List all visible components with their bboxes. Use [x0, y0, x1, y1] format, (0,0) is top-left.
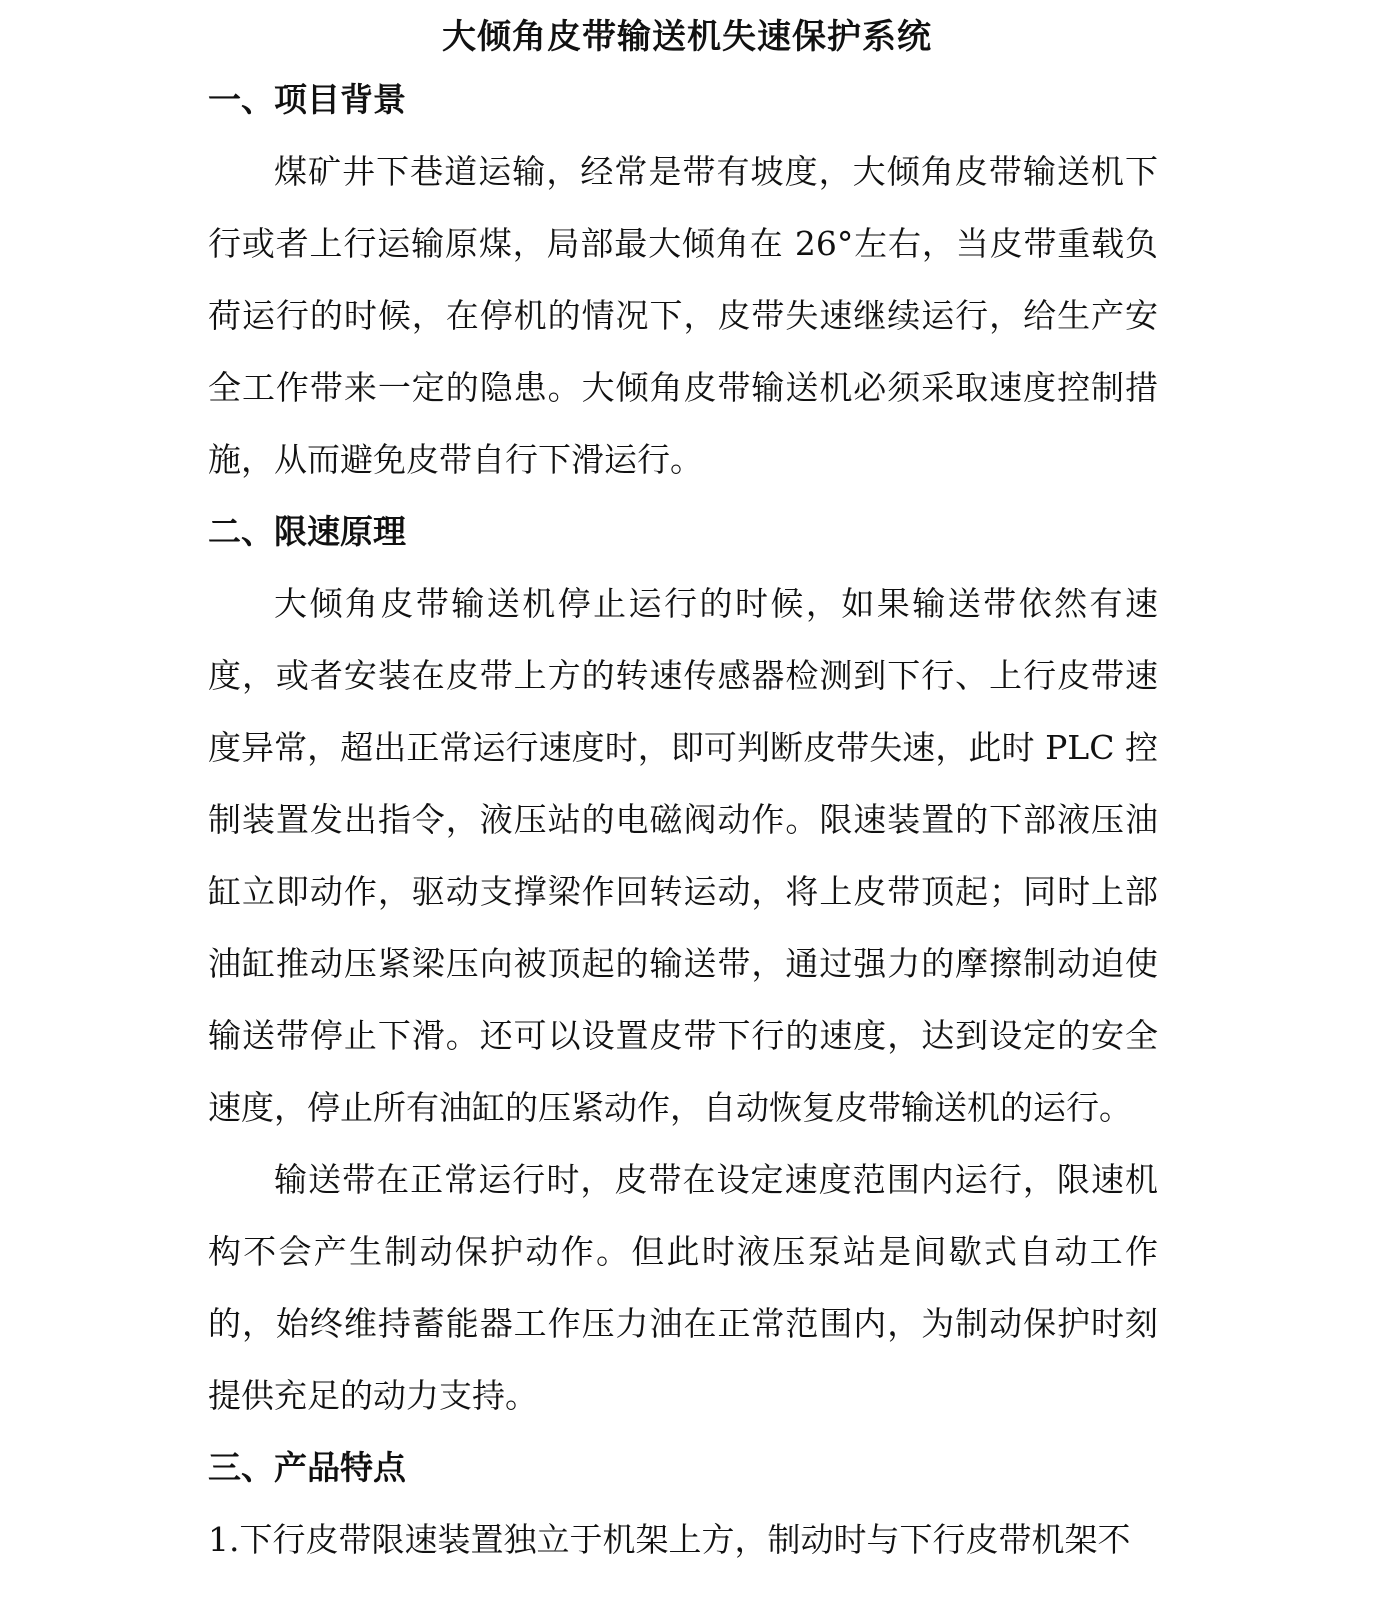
- paragraph: 输送带在正常运行时，皮带在设定速度范围内运行，限速机构不会产生制动保护动作。但此时液压泵站是间歇式自动工作的，始终维持蓄能器工作压力油在正常范围内，为制动保护时刻提供充足的动力支持。: [208, 1160, 1158, 1415]
- section-features: [208, 1432, 1158, 1576]
- paragraph: 大倾角皮带输送机停止运行的时候，如果输送带依然有速度，或者安装在皮带上方的转速传感器检测到下行、上行皮带速度异常，超出正常运行速度时，即可判断皮带失速，此时 PLC 控制装置发出指令，液压站的电磁阀动作。限速装置的下部液压油缸立即动作，驱动支撑梁作回转运动，将上皮带顶起；同时上部油缸推动压紧梁压向被顶起的输送带，通过强力的摩擦制动迫使输送带停止下滑。还可以设置皮带下行的速度，达到设定的安全速度，停止所有油缸的压紧动作，自动恢复皮带输送机的运行。: [208, 584, 1158, 1127]
- paragraph: 煤矿井下巷道运输，经常是带有坡度，大倾角皮带输送机下行或者上行运输原煤，局部最大倾角在 26°左右，当皮带重载负荷运行的时候，在停机的情况下，皮带失速继续运行，给生产安全工作带来一定的隐患。大倾角皮带输送机必须采取速度控制措施，从而避免皮带自行下滑运行。: [208, 152, 1158, 479]
- document-page: [208, 0, 1158, 1576]
- section-principle: [208, 496, 1158, 1432]
- document-title: 大倾角皮带输送机失速保护系统: [442, 17, 932, 57]
- section-heading: 二、限速原理: [208, 512, 406, 551]
- list-item: 1.下行皮带限速装置独立于机架上方，制动时与下行皮带机架不: [208, 1520, 1131, 1559]
- section-background: [208, 64, 1158, 496]
- section-heading: 三、产品特点: [208, 1448, 406, 1487]
- section-heading: 一、项目背景: [208, 80, 406, 119]
